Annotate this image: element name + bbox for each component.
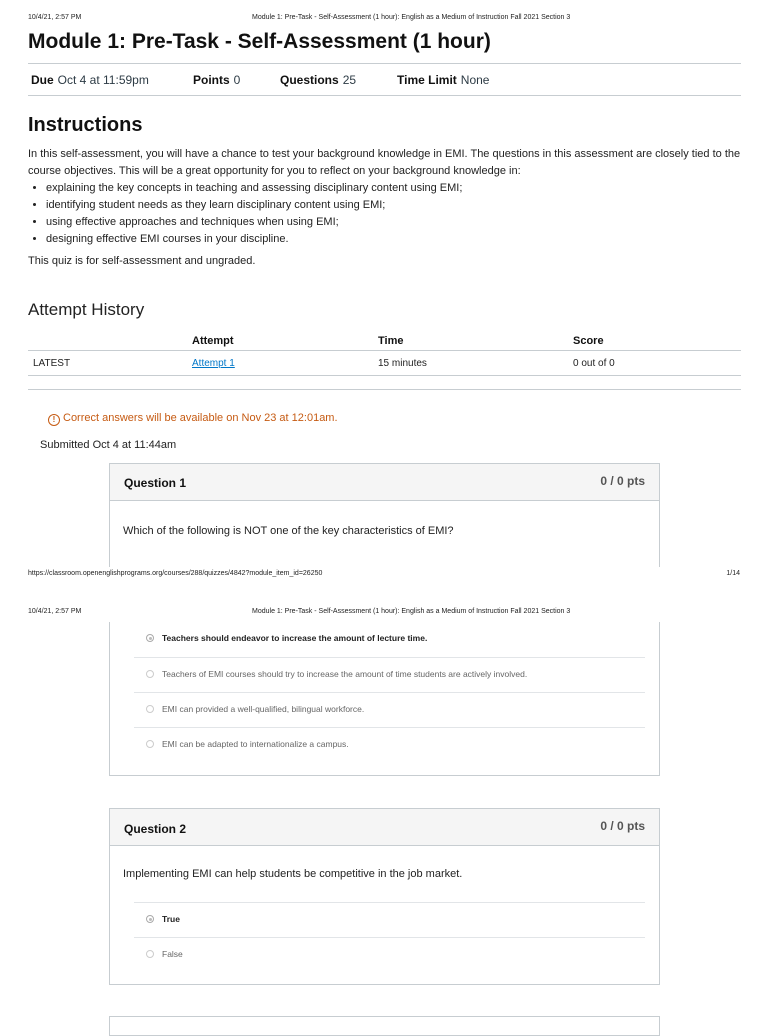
answer-option[interactable]: False — [134, 937, 645, 971]
answer-option[interactable]: EMI can be adapted to internationalize a campus. — [134, 727, 645, 761]
attempt-1-link[interactable]: Attempt 1 — [192, 358, 235, 369]
time-limit-info: Time Limit None — [397, 73, 490, 87]
question-header — [110, 464, 659, 501]
radio-icon[interactable] — [146, 740, 154, 748]
attempt-score: 0 out of 0 — [573, 358, 615, 369]
attempt-history-heading: Attempt History — [28, 300, 145, 319]
column-header-score: Score — [573, 335, 604, 347]
questions-info: Questions 25 — [280, 73, 357, 87]
question-1-answers-card — [109, 622, 660, 776]
info-circle-icon: ! — [48, 414, 60, 426]
question-text: Implementing EMI can help students be competitive in the job market. — [123, 868, 463, 880]
submitted-time: Submitted Oct 4 at 11:44am — [40, 439, 177, 451]
table-row — [28, 351, 741, 376]
divider — [28, 389, 741, 390]
quiz-details — [28, 63, 741, 96]
instructions-list — [28, 180, 462, 248]
question-text: Which of the following is NOT one of the key characteristics of EMI? — [123, 525, 454, 537]
question-points: 0 / 0 pts — [600, 474, 645, 488]
answer-option[interactable]: Teachers should endeavor to increase the amount of lecture time. — [134, 622, 645, 656]
answer-option[interactable]: True — [134, 902, 645, 936]
question-header — [110, 809, 659, 846]
attempt-history-table — [28, 330, 741, 376]
due-info: Due Oct 4 at 11:59pm — [31, 73, 149, 87]
print-title: Module 1: Pre-Task - Self-Assessment (1 hour): English as a Medium of Instruction Fall 2021 Section 3 — [252, 608, 571, 615]
question-name: Question 1 — [124, 476, 187, 490]
answer-option[interactable]: Teachers of EMI courses should try to increase the amount of time students are actively involved. — [134, 657, 645, 691]
list-item: • identifying student needs as they learn disciplinary content using EMI; — [46, 197, 462, 214]
latest-label: LATEST — [33, 358, 71, 369]
print-date: 10/4/21, 2:57 PM — [28, 14, 82, 21]
list-item: • designing effective EMI courses in your discipline. — [46, 231, 462, 248]
correct-answers-notice — [48, 412, 338, 426]
answer-option[interactable]: EMI can provided a well-qualified, bilingual workforce. — [134, 692, 645, 726]
radio-icon[interactable] — [146, 670, 154, 678]
points-info: Points 0 — [193, 73, 241, 87]
radio-selected-icon[interactable] — [146, 915, 154, 923]
ungraded-note: This quiz is for self-assessment and ungraded. — [28, 255, 256, 267]
print-title: Module 1: Pre-Task - Self-Assessment (1 hour): English as a Medium of Instruction Fall 2021 Section 3 — [252, 14, 571, 21]
column-header-attempt: Attempt — [192, 335, 234, 347]
question-1-card — [109, 463, 660, 567]
page-title: Module 1: Pre-Task - Self-Assessment (1 hour) — [28, 30, 491, 53]
notice-text: Correct answers will be available on Nov 23 at 12:01am. — [63, 412, 338, 424]
radio-icon[interactable] — [146, 705, 154, 713]
instructions-heading: Instructions — [28, 114, 143, 136]
question-name: Question 2 — [124, 822, 187, 836]
list-item: • using effective approaches and techniques when using EMI; — [46, 214, 462, 231]
column-header-time: Time — [378, 335, 404, 347]
table-header — [28, 330, 741, 351]
print-date: 10/4/21, 2:57 PM — [28, 608, 82, 615]
instructions-paragraph: In this self-assessment, you will have a chance to test your background knowledge in EMI. The questions in this assessment are closely tied to the course objectives. This will be a great opportunity for you to reflect on your background knowledge in: — [28, 148, 741, 177]
question-points: 0 / 0 pts — [600, 819, 645, 833]
question-2-card — [109, 808, 660, 985]
list-item: • explaining the key concepts in teaching and assessing disciplinary content using EMI; — [46, 180, 462, 197]
radio-selected-icon[interactable] — [146, 634, 154, 642]
print-url: https://classroom.openenglishprograms.org/courses/288/quizzes/4842?module_item_id=26250 — [28, 570, 323, 577]
print-page-number: 1/14 — [726, 570, 740, 577]
attempt-time: 15 minutes — [378, 358, 427, 369]
radio-icon[interactable] — [146, 950, 154, 958]
next-question-card — [109, 1016, 660, 1036]
